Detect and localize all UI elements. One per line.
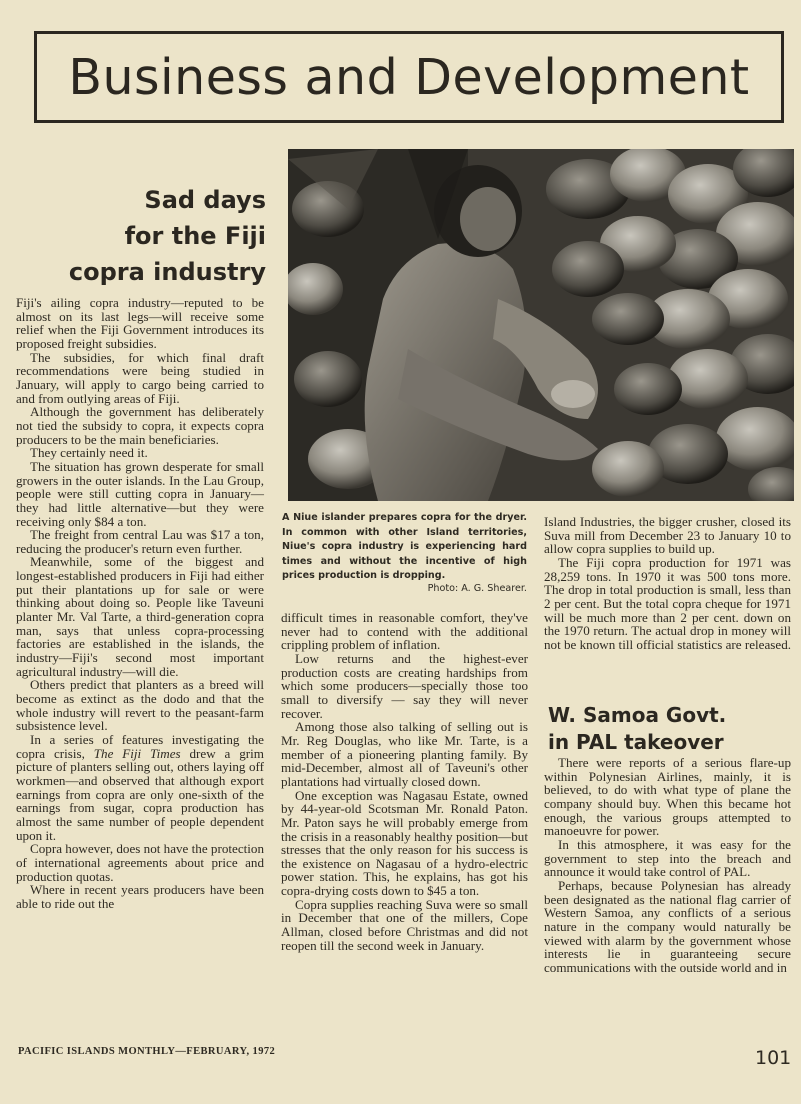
page-number: 101: [755, 1047, 792, 1069]
article-column-2: [281, 611, 528, 952]
paragraph: There were reports of a serious flare-up within Polynesian Airlines, mainly, it is believed, to do with what type of plane the company should buy. When this became hot enough, the various groups attempted to manoeuvre for power.: [544, 755, 791, 839]
publication-footer: PACIFIC ISLANDS MONTHLY—FEBRUARY, 1972: [18, 1046, 276, 1057]
paragraph: Where in recent years producers have been able to ride out the: [16, 882, 264, 911]
paragraph: The freight from central Lau was $17 a ton, reducing the producer's return even further.: [16, 527, 264, 556]
paragraph: Copra however, does not have the protection of international agreements about price and production quotas.: [16, 841, 264, 884]
paragraph: The subsidies, for which final draft recommendations were being studied in January, will apply to cargo being carried to and from outlying areas of Fiji.: [16, 349, 264, 406]
paragraph: Low returns and the highest-ever production costs are creating hardships from which some producers—specially those too small to diversify — say they will never recover.: [281, 650, 528, 721]
headline-line-1: Sad days: [144, 186, 266, 214]
photo-caption: A Niue islander prepares copra for the dryer. In common with other Island territories, Niue's copra industry is experiencing hard times and without the incentive of high prices production is dropping.: [282, 512, 527, 582]
paragraph: One exception was Nagasau Estate, owned by 44-year-old Scotsman Mr. Ronald Paton. Mr. Paton says he will probably emerge from the crisis in a reasonably healthy position—but stresses that the only reason for his success is the existence on Nagasau of a hydro-electric power station. This, he explains, has got his copra-drying costs down to $45 a ton.: [281, 787, 528, 899]
article-headline: [60, 182, 266, 290]
paragraph: The Fiji copra production for 1971 was 28,259 tons. In 1970 it was 500 tons more. The drop in total production is small, less than 2 per cent. But the total copra cheque for 1971 will be much more than 2 per cent. down on the 1970 return. The actual drop in money will not be known till official statistics are released.: [544, 554, 792, 652]
paragraph: Perhaps, because Polynesian has already been designated as the national flag carrier of Western Samoa, any conflicts of a serious nature in the company would naturally be viewed with alarm by the government whose interests lie in guaranteeing secure communications with the outside world and in: [544, 877, 791, 975]
samoa-article-column: [544, 756, 791, 975]
paragraph: In this atmosphere, it was easy for the government to step into the breach and announce it would take control of PAL.: [544, 836, 791, 880]
paragraph: difficult times in reasonable comfort, they've never had to contend with the additional crippling problem of inflation.: [281, 610, 528, 653]
paragraph: They certainly need it.: [30, 445, 148, 461]
newspaper-name: The Fiji Times: [93, 745, 181, 761]
subhead-line-2: in PAL takeover: [548, 730, 724, 754]
paragraph: Island Industries, the bigger crusher, closed its Suva mill from December 23 to January 10 to allow copra supplies to build up.: [544, 514, 791, 557]
secondary-headline: [548, 702, 798, 756]
paragraph: Others predict that planters as a breed will become as extinct as the dodo and that the whole industry will revert to the peasant-farm subsistence level.: [16, 677, 264, 734]
section-title: Business and Development: [68, 48, 750, 106]
copra-photo: [288, 149, 794, 501]
headline-line-3: copra industry: [68, 258, 266, 286]
paragraph: The situation has grown desperate for small growers in the outer islands. In the Lau Group, people were still cutting copra in January—they had little alternative—but they were receiving only $84 a ton.: [16, 458, 264, 529]
article-column-1: [16, 296, 264, 911]
photo-credit: Photo: A. G. Shearer.: [427, 583, 527, 594]
paragraph: Among those also talking of selling out is Mr. Reg Douglas, who like Mr. Tarte, is a member of a pioneering planting family. By mid-December, almost all of Taveuni's other plantations had virtually closed down.: [281, 719, 528, 789]
subhead-line-1: W. Samoa Govt.: [548, 703, 727, 727]
copra-photo-image: [288, 149, 794, 501]
paragraph: Meanwhile, some of the biggest and longest-established producers in Fiji had either put their plantations up for sale or were thinking about doing so. People like Taveuni planter Mr. Val Tarte, a third-generation copra man, says that unless copra-processing factories are established in the islands, the industry—Fiji's second most important agricultural industry—will die.: [16, 554, 264, 679]
paragraph: Although the government has deliberately not tied the subsidy to copra, it expects copra producers to be the main beneficiaries.: [16, 404, 264, 447]
paragraph-fiji-times: [16, 733, 264, 842]
paragraph: Fiji's ailing copra industry—reputed to be almost on its last legs—will receive some relief when the Fiji Government introduces its proposed freight subsidies.: [16, 295, 264, 351]
paragraph: Copra supplies reaching Suva were so small in December that one of the millers, Cope Allman, closed before Christmas and did not reopen till the second week in January.: [281, 896, 528, 953]
headline-line-2: for the Fiji: [124, 222, 266, 250]
text-run: In a series of features investigating the copra crisis,: [16, 732, 264, 761]
text-run: drew a grim picture of planters selling out, others laying off workmen—and observed that although export earnings from copra are only one-sixth of the earnings from sugar, copra production has almost the same number of people dependent upon it.: [16, 745, 264, 843]
article-column-3: [544, 515, 791, 652]
section-banner: [34, 31, 784, 123]
